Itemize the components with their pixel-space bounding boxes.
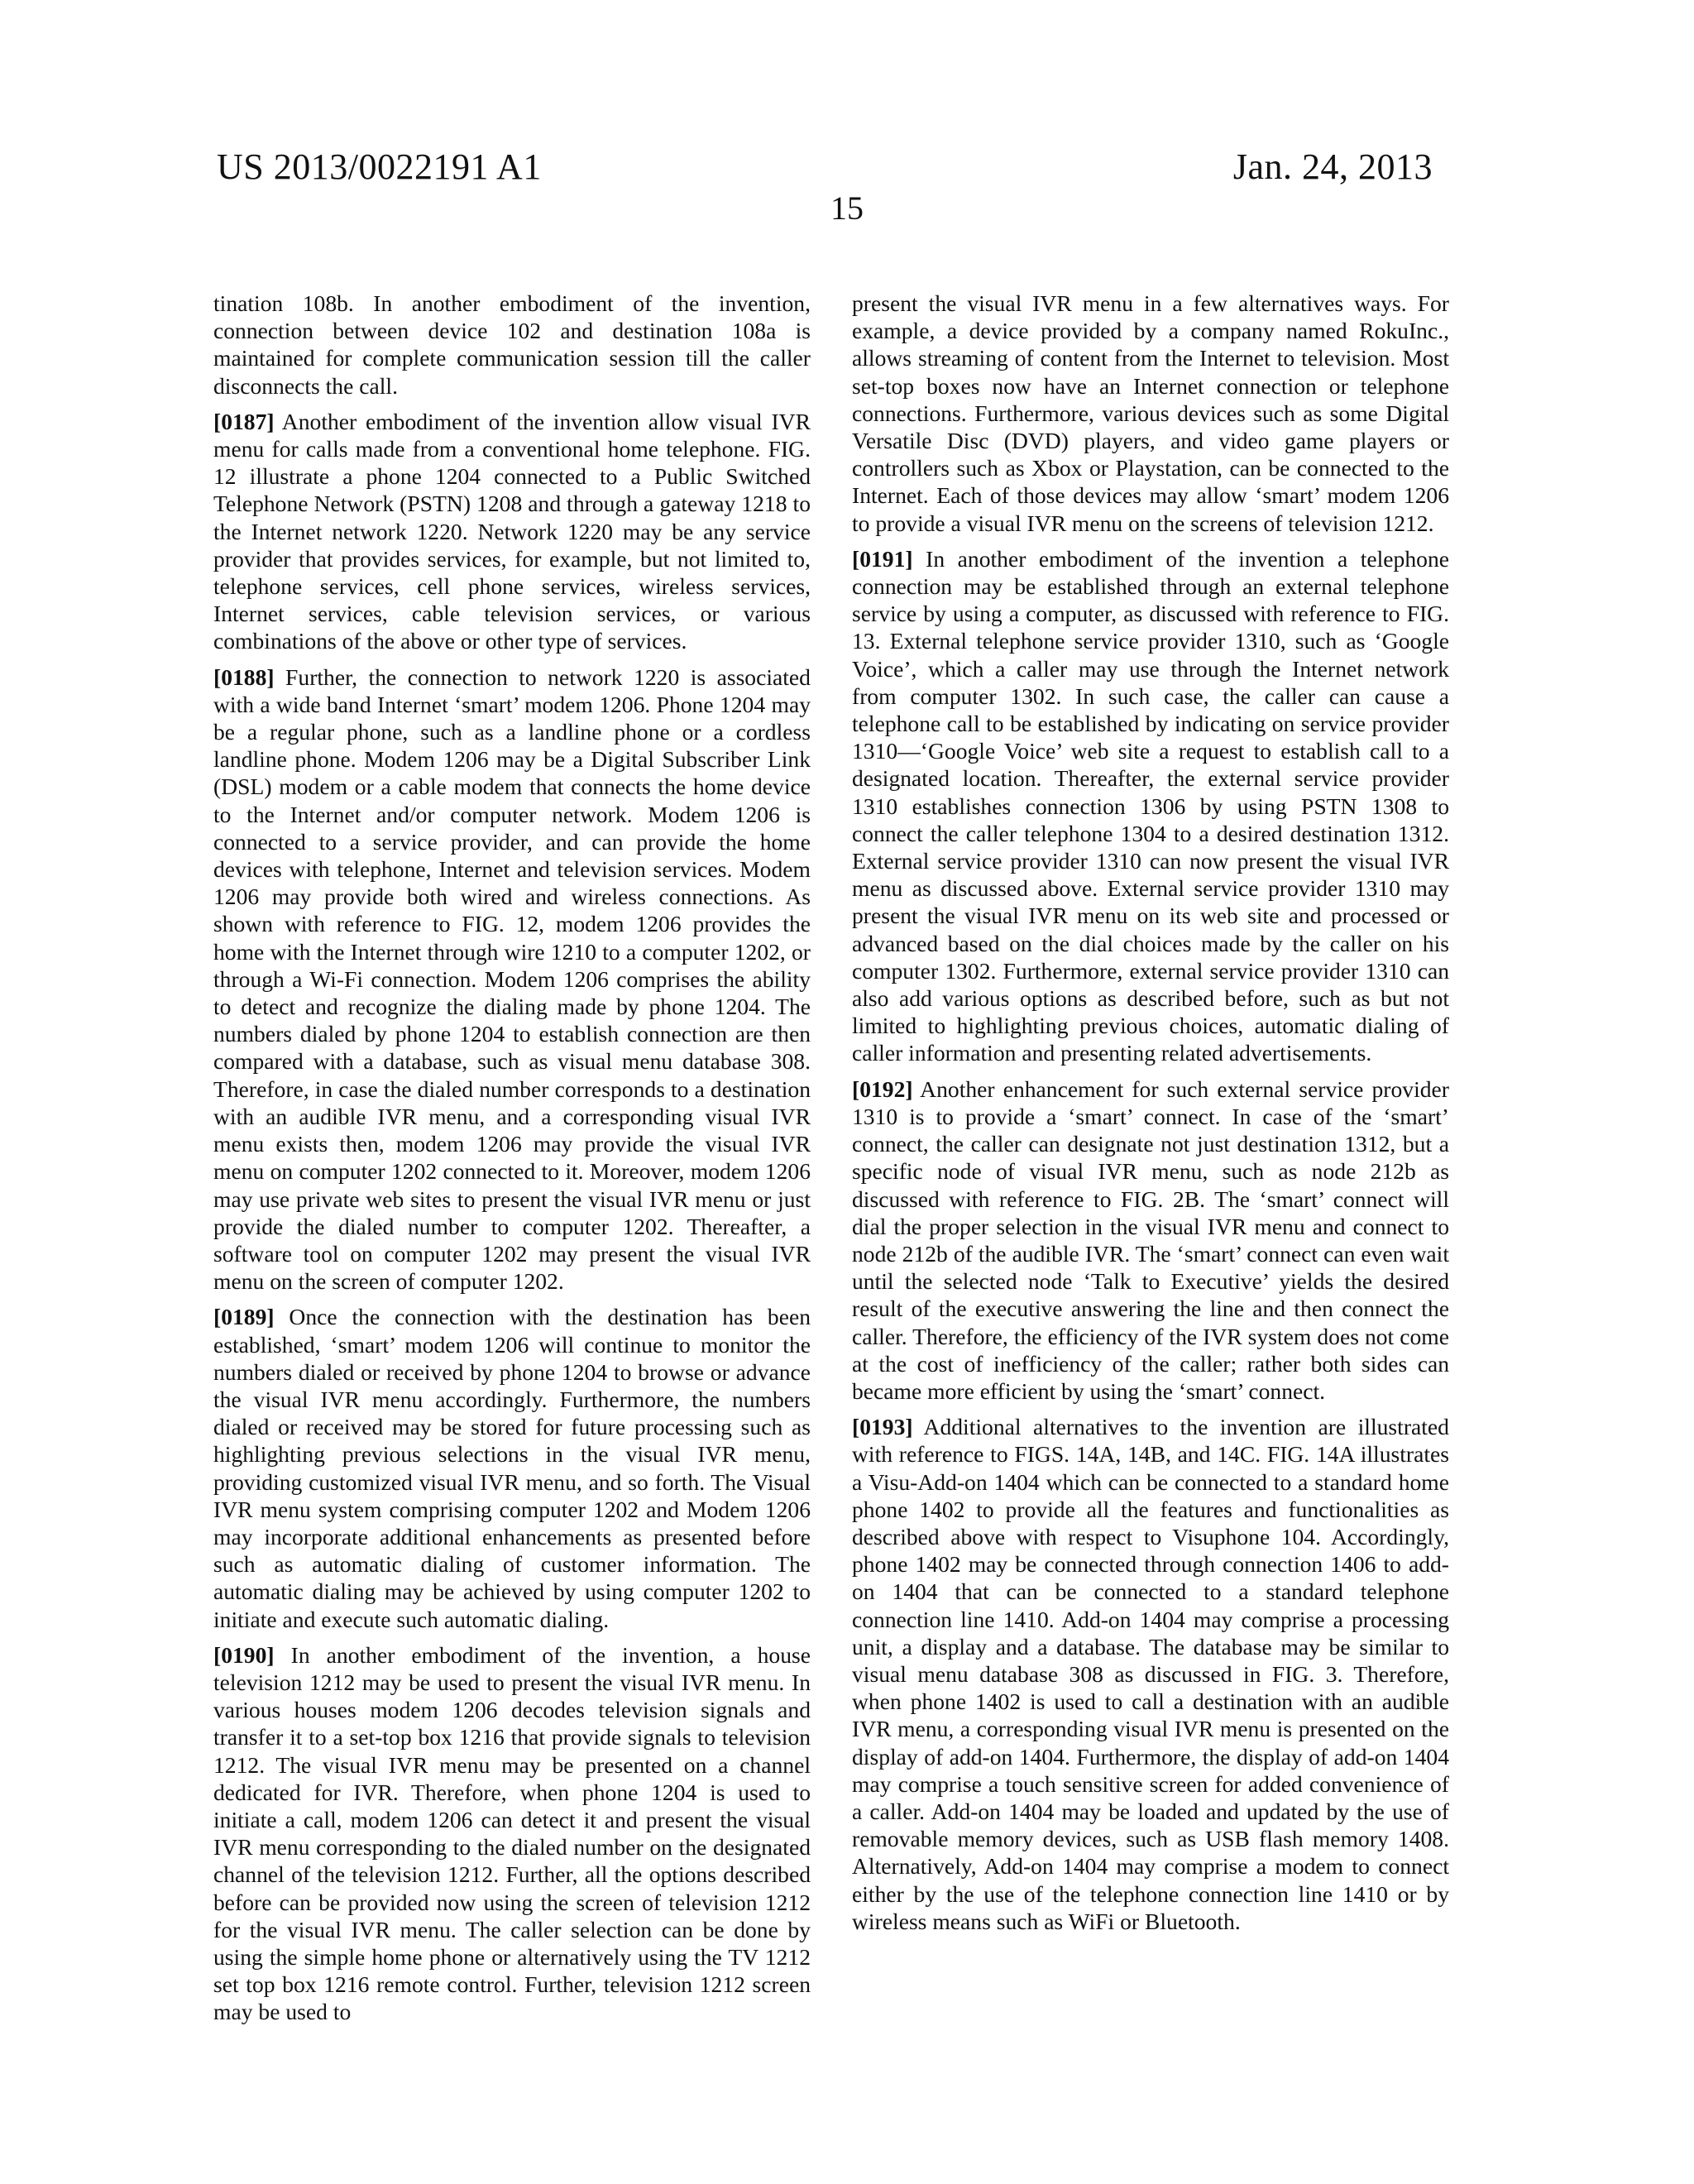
paragraph-number: [0187]: [213, 408, 275, 434]
paragraph-number: [0192]: [852, 1075, 913, 1102]
page-number: 15: [830, 189, 864, 227]
paragraph-0188: [213, 663, 811, 1296]
paragraph-0189: [213, 1303, 811, 1632]
paragraph-0187: [213, 408, 811, 655]
paragraph-text: Additional alternatives to the invention are illustrated with reference to FIGS. 14A, 14B, and 14C. FIG. 14A illustrates a Visu-Add-on 1404 which can be connected to a standard home phone 1402 to provide all the features and functionalities as described above with respect to Visuphone 104. Accordingly, phone 1402 may be connected through connection 1406 to add-on 1404 that can be connected to a standard telephone connection line 1410. Add-on 1404 may comprise a processing unit, a display and a database. The database may be similar to visual menu database 308 as discussed in FIG. 3. Therefore, when phone 1402 is used to call a destination with an audible IVR menu, a corresponding visual IVR menu is presented on the display of add-on 1404. Furthermore, the display of add-on 1404 may comprise a touch sensitive screen for added convenience of a caller. Add-on 1404 may be loaded and updated by the use of removable memory devices, such as USB flash memory 1408. Alternatively, Add-on 1404 may comprise a modem to connect either by the use of the telephone connection line 1410 or by wireless means such as WiFi or Bluetooth.: [852, 1414, 1449, 1934]
paragraph-0193: [852, 1413, 1449, 1935]
paragraph-text: In another embodiment of the invention a telephone connection may be established through an external telephone service by using a computer, as discussed with reference to FIG. 13. External telephone service provider 1310, such as ‘Google Voice’, which a caller may use through the Internet network from computer 1302. In such case, the caller can cause a telephone call to be established by indicating on service provider 1310—‘Google Voice’ web site a request to establish call to a designated location. Thereafter, the external service provider 1310 establishes connection 1306 by using PSTN 1308 to connect the caller telephone 1304 to a desired destination 1312. External service provider 1310 can now present the visual IVR menu as discussed above. External service provider 1310 may present the visual IVR menu on its web site and processed or advanced based on the dial choices made by the caller on his computer 1302. Furthermore, external service provider 1310 can also add various options as described before, such as but not limited to highlighting previous choices, automatic dialing of caller information and presenting related advertisements.: [852, 545, 1449, 1066]
paragraph-number: [0191]: [852, 545, 913, 572]
paragraph-number: [0188]: [213, 663, 275, 690]
right-column: [852, 290, 1449, 1943]
paragraph: [852, 290, 1449, 537]
paragraph-number: [0189]: [213, 1304, 275, 1330]
paragraph-text: In another embodiment of the invention, a house television 1212 may be used to present the visual IVR menu. In various houses modem 1206 decodes television signals and transfer it to a set-top box 1216 that provide signals to television 1212. The visual IVR menu may be presented on a channel dedicated for IVR. Therefore, when phone 1204 is used to initiate a call, modem 1206 can detect it and present the visual IVR menu corresponding to the dialed number on the designated channel of the television 1212. Further, all the options described before can be provided now using the screen of television 1212 for the visual IVR menu. The caller selection can be done by using the simple home phone or alternatively using the TV 1212 set top box 1216 remote control. Further, television 1212 screen may be used to: [213, 1641, 811, 2025]
publication-date: Jan. 24, 2013: [1232, 146, 1433, 187]
paragraph-number: [0193]: [852, 1414, 913, 1440]
paragraph-text: Another embodiment of the invention allow visual IVR menu for calls made from a conventional home telephone. FIG. 12 illustrate a phone 1204 connected to a Public Switched Telephone Network (PSTN) 1208 and through a gateway 1218 to the Internet network 1220. Network 1220 may be any service provider that provides services, for example, but not limited to, telephone services, cell phone services, wireless services, Internet services, cable television services, or various combinations of the above or other type of services.: [213, 408, 811, 654]
paragraph-text: Once the connection with the destination has been established, ‘smart’ modem 1206 will continue to monitor the numbers dialed or received by phone 1204 to browse or advance the visual IVR menu accordingly. Furthermore, the numbers dialed or received may be stored for future processing such as highlighting previous selections in the visual IVR menu, providing customized visual IVR menu, and so forth. The Visual IVR menu system comprising computer 1202 and Modem 1206 may incorporate additional enhancements as presented before such as automatic dialing of customer information. The automatic dialing may be achieved by using computer 1202 to initiate and execute such automatic dialing.: [213, 1304, 811, 1632]
paragraph: [213, 290, 811, 400]
paragraph-number: [0190]: [213, 1641, 275, 1668]
left-column: [213, 290, 811, 2034]
paragraph-0191: [852, 545, 1449, 1067]
paragraph-text: Another enhancement for such external service provider 1310 is to provide a ‘smart’ connect. In case of the ‘smart’ connect, the caller can designate not just destination 1312, but a specific node of visual IVR menu, such as node 212b as discussed with reference to FIG. 2B. The ‘smart’ connect will dial the proper selection in the visual IVR menu and connect to node 212b of the audible IVR. The ‘smart’ connect can even wait until the selected node ‘Talk to Executive’ yields the desired result of the executive answering the line and then connect the caller. Therefore, the efficiency of the IVR system does not come at the cost of inefficiency of the caller; rather both sides can became more efficient by using the ‘smart’ connect.: [852, 1075, 1449, 1404]
paragraph-0190: [213, 1641, 811, 2026]
paragraph-text: Further, the connection to network 1220 is associated with a wide band Internet ‘smart’ modem 1206. Phone 1204 may be a regular phone, such as a landline phone or a cordless landline phone. Modem 1206 may be a Digital Subscriber Link (DSL) modem or a cable modem that connects the home device to the Internet and/or computer network. Modem 1206 is connected to a service provider, and can provide the home devices with telephone, Internet and television services. Modem 1206 may provide both wired and wireless connections. As shown with reference to FIG. 12, modem 1206 provides the home with the Internet through wire 1210 to a computer 1202, or through a Wi-Fi connection. Modem 1206 comprises the ability to detect and recognize the dialing made by phone 1204. The numbers dialed by phone 1204 to establish connection are then compared with a database, such as visual menu database 308. Therefore, in case the dialed number corresponds to a destination with an audible IVR menu, and a corresponding visual IVR menu exists then, modem 1206 may provide the visual IVR menu on computer 1202 connected to it. Moreover, modem 1206 may use private web sites to present the visual IVR menu or just provide the dialed number to computer 1202. Thereafter, a software tool on computer 1202 may present the visual IVR menu on the screen of computer 1202.: [213, 663, 811, 1295]
paragraph-0192: [852, 1075, 1449, 1405]
publication-number: US 2013/0022191 A1: [217, 146, 542, 187]
paragraph-text: tination 108b. In another embodiment of the invention, connection between device 102 and destination 108a is maintained for complete communication session till the caller disconnects the call.: [213, 290, 811, 399]
paragraph-text: present the visual IVR menu in a few alternatives ways. For example, a device provided by a company named RokuInc., allows streaming of content from the Internet to television. Most set-top boxes now have an Internet connection or telephone connections. Furthermore, various devices such as some Digital Versatile Disc (DVD) players, and video game players or controllers such as Xbox or Playstation, can be connected to the Internet. Each of those devices may allow ‘smart’ modem 1206 to provide a visual IVR menu on the screens of television 1212.: [852, 290, 1449, 536]
